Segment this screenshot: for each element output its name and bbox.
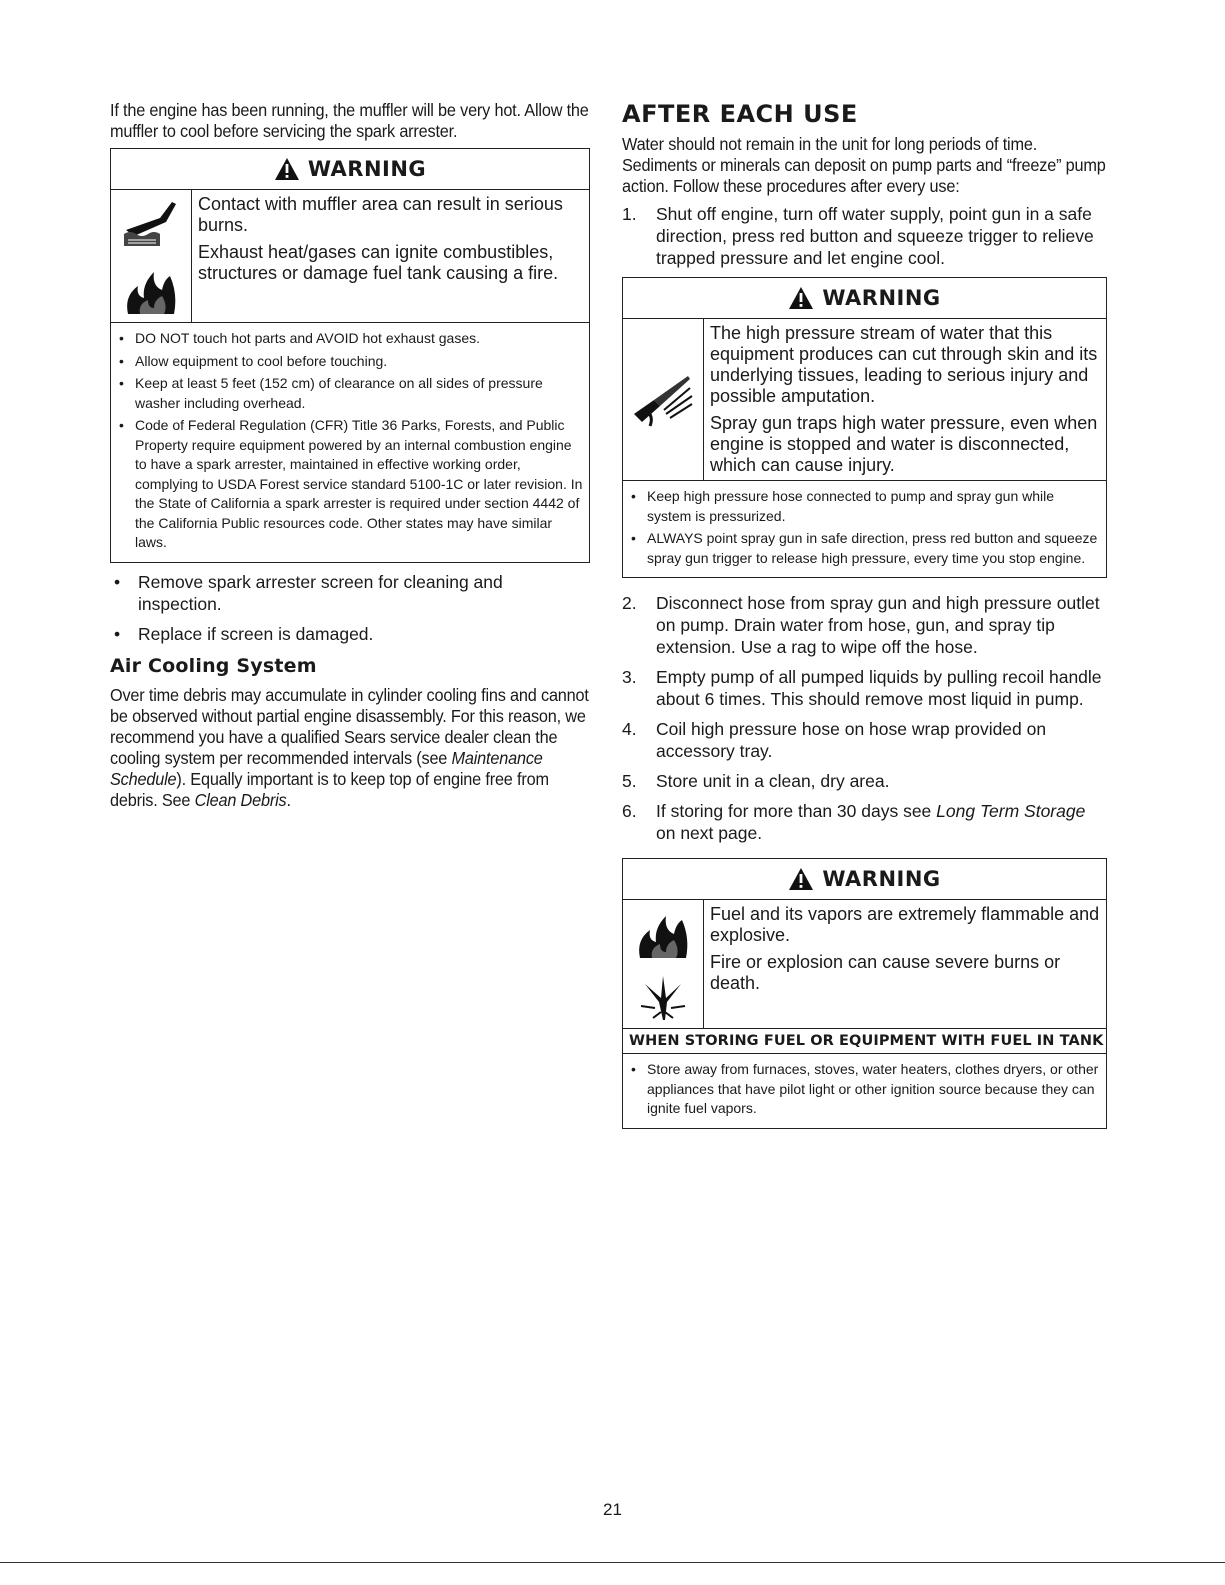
right-column bbox=[622, 100, 1107, 1129]
warning-box-fuel bbox=[622, 858, 1107, 1129]
warning-text bbox=[704, 900, 1106, 1028]
warning-body bbox=[111, 190, 589, 323]
warning-bullets bbox=[111, 323, 589, 562]
clean-debris-ref: Clean Debris bbox=[194, 789, 287, 810]
step-item: 4. Coil high pressure hose on hose wrap provided on accessory tray. bbox=[622, 719, 1047, 761]
warning-bullet: • Code of Federal Regulation (CFR) Title 36 Parks, Forests, and Public Property require equipment powered by an internal combustion engine to have a spark arrester, maintained in effective working order, complying to USDA Forest service standard 5100-1C or later revision. In the State of California a spark arrester is required under section 4442 of the California Public resources code. Other states may have similar laws. bbox=[117, 416, 583, 553]
warning-title: WARNING bbox=[822, 286, 941, 310]
warning-pictograms bbox=[111, 190, 192, 322]
after-use-intro: Water should not remain in the unit for long periods of time. Sediments or minerals can deposit on pump parts and “freeze” pump action. Follow these procedures after every use: bbox=[622, 134, 1106, 196]
alert-triangle-icon bbox=[788, 286, 814, 310]
warning-box-pressure bbox=[622, 277, 1107, 578]
warning-header bbox=[111, 149, 589, 190]
after-each-use-heading: AFTER EACH USE bbox=[622, 100, 858, 128]
alert-triangle-icon bbox=[788, 867, 814, 891]
warning-text bbox=[704, 319, 1106, 480]
maintenance-schedule-ref: Maintenance Schedule bbox=[110, 747, 543, 789]
list-item: • Replace if screen is damaged. bbox=[110, 623, 590, 645]
warning-bullet: • Store away from furnaces, stoves, water heaters, clothes dryers, or other appliances that have pilot light or other ignition source because they can ignite fuel vapors. bbox=[629, 1060, 1100, 1119]
warning-line: The high pressure stream of water that this equipment produces can cut through skin and its underlying tissues, leading to serious injury and possible amputation. bbox=[710, 323, 1098, 406]
warning-bullet: • ALWAYS point spray gun in safe direction, press red button and squeeze spray gun trigger to release high pressure, every time you stop engine. bbox=[629, 529, 1100, 568]
step-item: 2. Disconnect hose from spray gun and high pressure outlet on pump. Drain water from hose, gun, and spray tip extension. Use a rag to wipe off the hose. bbox=[622, 593, 1100, 657]
fuel-storage-subheading: WHEN STORING FUEL OR EQUIPMENT WITH FUEL IN TANK bbox=[623, 1029, 1106, 1054]
high-pressure-spray-icon bbox=[630, 370, 696, 430]
air-cooling-text: Over time debris may accumulate in cylinder cooling fins and cannot be observed without partial engine disassembly. For this reason, we recommend you have a qualified Sears service dealer clean the cooling system per recommended intervals (see Maintenance Schedule). Equally important is to keep top of engine free from debris. See Clean Debris. bbox=[110, 684, 589, 810]
warning-header bbox=[623, 859, 1106, 900]
warning-bullets bbox=[623, 1054, 1106, 1128]
list-item: • Remove spark arrester screen for cleaning and inspection. bbox=[110, 571, 590, 615]
warning-box-muffler bbox=[110, 148, 590, 563]
step-item: 1. Shut off engine, turn off water supply, point gun in a safe direction, press red button and squeeze trigger to relieve trapped pressure and let engine cool. bbox=[622, 204, 1094, 268]
warning-bullet: • Keep at least 5 feet (152 cm) of clearance on all sides of pressure washer including overhead. bbox=[117, 374, 583, 413]
warning-line: Exhaust heat/gases can ignite combustibles, structures or damage fuel tank causing a fire. bbox=[198, 242, 559, 283]
muffler-intro: If the engine has been running, the muffler will be very hot. Allow the muffler to cool before servicing the spark arrester. bbox=[110, 100, 589, 141]
explosion-icon bbox=[633, 972, 693, 1022]
alert-triangle-icon bbox=[274, 157, 300, 181]
step-item: 3. Empty pump of all pumped liquids by pulling recoil handle about 6 times. This should remove most liquid in pump. bbox=[622, 667, 1102, 709]
warning-body bbox=[623, 319, 1106, 481]
warning-header bbox=[623, 278, 1106, 319]
hot-surface-icon bbox=[120, 196, 182, 250]
warning-pictograms bbox=[623, 319, 704, 480]
step-item: 5. Store unit in a clean, dry area. bbox=[622, 771, 890, 791]
warning-line: Fire or explosion can cause severe burns or death. bbox=[710, 952, 1061, 993]
warning-line: Spray gun traps high water pressure, even when engine is stopped and water is disconnected, which can cause injury. bbox=[710, 413, 1098, 475]
air-cooling-heading: Air Cooling System bbox=[110, 654, 317, 677]
warning-pictograms bbox=[623, 900, 704, 1028]
steps-list bbox=[622, 592, 1107, 844]
warning-bullets bbox=[623, 481, 1106, 577]
fire-icon bbox=[632, 906, 694, 960]
warning-bullet: • Allow equipment to cool before touching. bbox=[117, 352, 583, 372]
spark-arrester-list bbox=[110, 571, 590, 645]
warning-title: WARNING bbox=[822, 867, 941, 891]
warning-line: Contact with muffler area can result in serious burns. bbox=[198, 194, 563, 235]
page-number: 21 bbox=[603, 1500, 622, 1519]
fire-icon bbox=[120, 262, 182, 316]
warning-title: WARNING bbox=[307, 157, 427, 181]
page-bottom-rule bbox=[0, 1562, 1225, 1563]
step-item: 6. If storing for more than 30 days see Long Term Storage on next page. bbox=[622, 801, 1086, 843]
warning-bullet: • Keep high pressure hose connected to pump and spray gun while system is pressurized. bbox=[629, 487, 1100, 526]
warning-line: Fuel and its vapors are extremely flammable and explosive. bbox=[710, 904, 1100, 945]
warning-bullet: • DO NOT touch hot parts and AVOID hot exhaust gases. bbox=[117, 329, 583, 349]
long-term-storage-ref: Long Term Storage bbox=[936, 801, 1086, 821]
warning-body bbox=[623, 900, 1106, 1029]
left-column bbox=[110, 100, 590, 811]
warning-text bbox=[192, 190, 589, 322]
steps-list bbox=[622, 203, 1107, 269]
